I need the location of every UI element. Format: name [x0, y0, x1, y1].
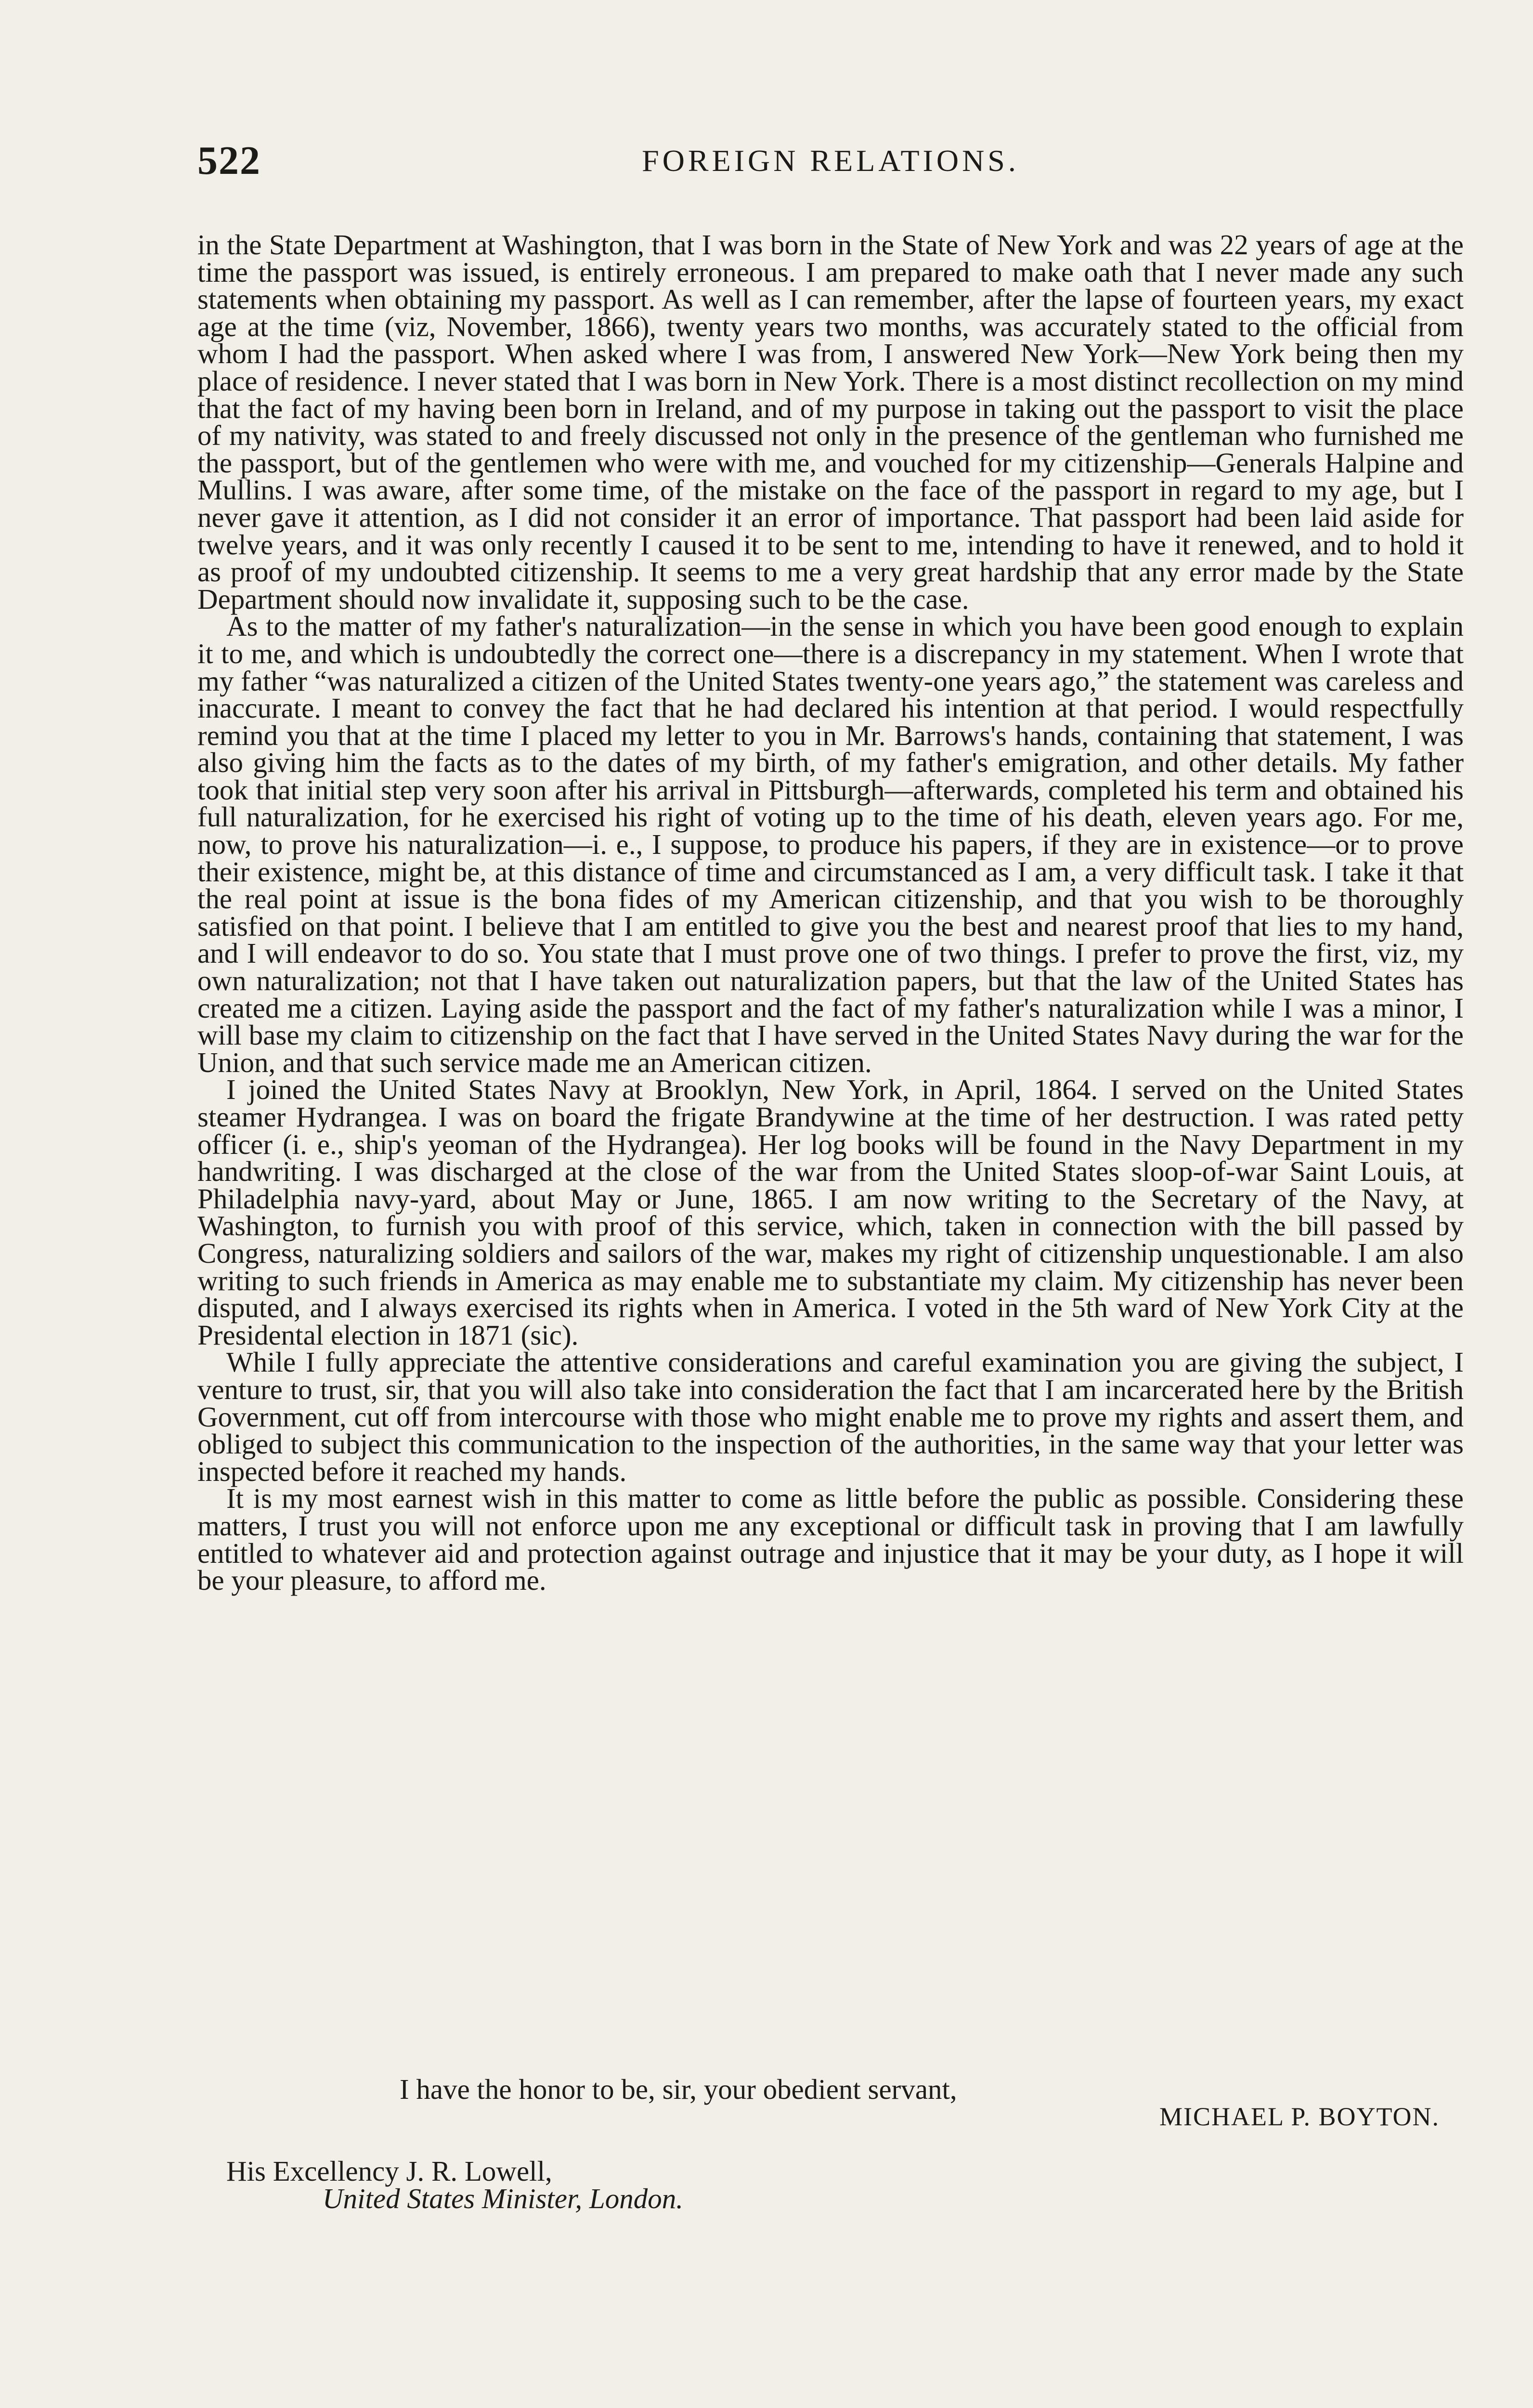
paragraph-5: It is my most earnest wish in this matter to come as little before the public as possible. Considering these matters, I trust you will not enforce upon me any exceptional or difficult task in proving that I am lawfully entitled to whatever aid and protection against outrage and injustice that it may be your duty, as I hope it will be your pleasure, to afford me. — [197, 1482, 1464, 1597]
running-head: FOREIGN RELATIONS. — [642, 144, 1019, 178]
paragraph-1: in the State Department at Washington, that I was born in the State of New York and was 22 years of age at the time the passport was issued, is entirely erroneous. I am prepared to make oath that I never made any such statements when obtaining my passport. As well as I can remember, after the lapse of fourteen years, my exact age at the time (viz, November, 1866), twenty years two months, was accurately stated to the official from whom I had the passport. When asked where I was from, I answered New York—New York being then my place of residence. I never stated that I was born in New York. There is a most distinct recollection on my mind that the fact of my having been born in Ireland, and of my purpose in taking out the passport to visit the place of my nativity, was stated to and freely discussed not only in the presence of the gentleman who furnished me the passport, but of the gentlemen who were with me, and vouched for my citizenship—Generals Halpine and Mullins. I was aware, after some time, of the mistake on the face of the passport in regard to my age, but I never gave it attention, as I did not consider it an error of importance. That passport had been laid aside for twelve years, and it was only recently I caused it to be sent to me, intending to have it renewed, and to hold it as proof of my undoubted citizenship. It seems to me a very great hardship that any error made by the State Department should now invalidate it, supposing such to be the case. — [197, 229, 1464, 615]
addressee-name: His Excellency J. R. Lowell, — [226, 2155, 552, 2187]
paragraph-3: I joined the United States Navy at Brooklyn, New York, in April, 1864. I served on the United States steamer Hydrangea. I was on board the frigate Brandywine at the time of her destruction. I was rated petty officer (i. e., ship's yeoman of the Hydrangea). Her log books will be found in the Navy Department in my handwriting. I was discharged at the close of the war from the United States sloop-of-war Saint Louis, at Philadelphia navy-yard, about May or June, 1865. I am now writing to the Secretary of the Navy, at Washington, to furnish you with proof of this service, which, taken in connection with the bill passed by Congress, naturalizing soldiers and sailors of the war, makes my right of citizenship unquestionable. I am also writing to such friends in America as may enable me to substantiate my claim. My citizenship has never been disputed, and I always exercised its rights when in America. I voted in the 5th ward of New York City at the Presidental election in 1871 (sic). — [197, 1073, 1464, 1351]
addressee-title: United States Minister, London. — [323, 2182, 683, 2214]
letter-body — [197, 229, 1464, 1597]
page-header — [197, 137, 1464, 190]
closing-formula: I have the honor to be, sir, your obedient servant, — [400, 2073, 957, 2105]
signature: MICHAEL P. BOYTON. — [1159, 2102, 1440, 2131]
paragraph-2: As to the matter of my father's naturalization—in the sense in which you have been good enough to explain it to me, and which is undoubtedly the correct one—there is a discrepancy in my statement. When I wrote that my father “was naturalized a citizen of the United States twenty-one years ago,” the statement was careless and inaccurate. I meant to convey the fact that he had declared his intention at that period. I would respectfully remind you that at the time I placed my letter to you in Mr. Barrows's hands, containing that statement, I was also giving him the facts as to the dates of my birth, of my father's emigration, and other details. My father took that initial step very soon after his arrival in Pittsburgh—afterwards, completed his term and obtained his full naturalization, for he exercised his right of voting up to the time of his death, eleven years ago. For me, now, to prove his naturalization—i. e., I suppose, to produce his papers, if they are in existence—or to prove their existence, might be, at this distance of time and circumstanced as I am, a very difficult task. I take it that the real point at issue is the bona fides of my American citizenship, and that you wish to be thoroughly satisfied on that point. I believe that I am entitled to give you the best and nearest proof that lies to my hand, and I will endeavor to do so. You state that I must prove one of two things. I prefer to prove the first, viz, my own naturalization; not that I have taken out naturalization papers, but that the law of the United States has created me a citizen. Laying aside the passport and the fact of my father's naturalization while I was a minor, I will base my claim to citizenship on the fact that I have served in the United States Navy during the war for the Union, and that such service made me an American citizen. — [197, 610, 1464, 1078]
letter-closing — [197, 2073, 1464, 2131]
page-number: 522 — [197, 138, 261, 183]
addressee-block — [226, 2155, 1430, 2214]
paragraph-4: While I fully appreciate the attentive considerations and careful examination you are giving the subject, I venture to trust, sir, that you will also take into consideration the fact that I am incarcerated here by the British Government, cut off from intercourse with those who might enable me to prove my rights and assert them, and obliged to subject this communication to the inspection of the authorities, in the same way that your letter was inspected before it reached my hands. — [197, 1346, 1464, 1487]
